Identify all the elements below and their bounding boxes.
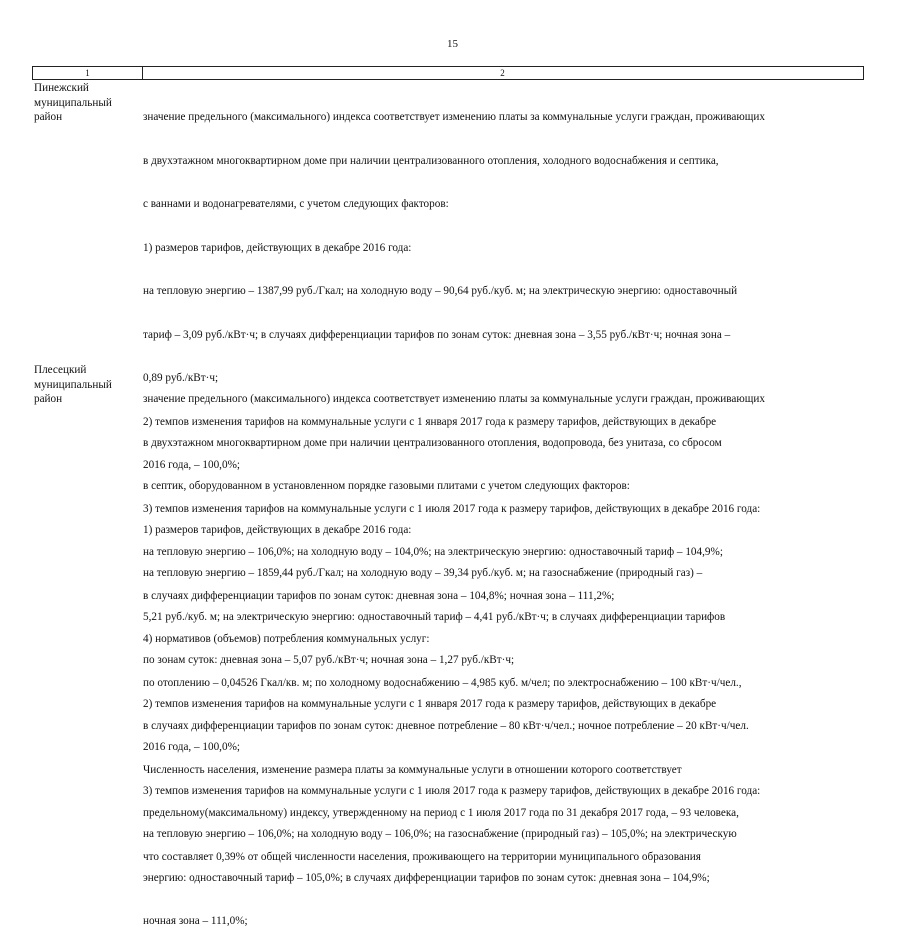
region-line: район [34, 393, 63, 405]
text-line: 3) темпов изменения тарифов на коммунальные услуги с 1 июля 2017 года к размеру тарифов, действующих в декабре 2016 года: [143, 502, 761, 515]
text-line: 1) размеров тарифов, действующих в декабре 2016 года: [143, 523, 412, 536]
text-line: на тепловую энергию – 1387,99 руб./Гкал; на холодную воду – 90,64 руб./куб. м; на электрическую энергию: одноставочный [143, 285, 738, 297]
column-header-2: 2 [142, 67, 864, 79]
text-line: значение предельного (максимального) индекса соответствует изменению платы за коммунальные услуги граждан, проживающих [143, 393, 765, 405]
text-line: в септик, оборудованном в установленном порядке газовыми плитами с учетом следующих факторов: [143, 480, 630, 492]
text-line: 2) темпов изменения тарифов на коммунальные услуги с 1 января 2017 года к размеру тарифов, действующих в декабре [143, 415, 717, 428]
text-line: по отоплению – 0,04526 Гкал/кв. м; по холодному водоснабжению – 4,985 куб. м/чел; по электроснабжению – 100 кВт·ч/чел., [143, 676, 742, 689]
region-line: муниципальный [34, 378, 112, 391]
text-line: на тепловую энергию – 106,0%; на холодную воду – 106,0%; на газоснабжение (природный газ) – 105,0%; на электрическую [143, 828, 737, 840]
region-line: Пинежский [34, 82, 89, 94]
text-line: 5,21 руб./куб. м; на электрическую энергию: одноставочный тариф – 4,41 руб./кВт·ч; в случаях дифференциации тарифов [143, 610, 726, 623]
text-line: 2) темпов изменения тарифов на коммунальные услуги с 1 января 2017 года к размеру тарифов, действующих в декабре [143, 697, 717, 710]
text-line: 3) темпов изменения тарифов на коммунальные услуги с 1 июля 2017 года к размеру тарифов, действующих в декабре 2016 года: [143, 784, 761, 797]
text-line: Численность населения, изменение размера платы за коммунальные услуги в отношении которого соответствует [143, 763, 682, 776]
text-line: 2016 года, – 100,0%; [143, 459, 240, 471]
text-line: на тепловую энергию – 1859,44 руб./Гкал; на холодную воду – 39,34 руб./куб. м; на газоснабжение (природный газ) – [143, 567, 703, 579]
text-line: 4) нормативов (объемов) потребления коммунальных услуг: [143, 633, 430, 645]
text-line: ночная зона – 111,0%; [143, 915, 248, 927]
region-line: район [34, 111, 63, 123]
text-line: энергию: одноставочный тариф – 105,0%; в случаях дифференциации тарифов по зонам суток: дневная зона – 104,9%; [143, 871, 710, 884]
text-line: 1) размеров тарифов, действующих в декабре 2016 года: [143, 241, 412, 254]
region-name-pinezhsky [34, 81, 138, 125]
text-line: с ваннами и водонагревателями, с учетом следующих факторов: [143, 198, 449, 210]
text-line: тариф – 3,09 руб./кВт·ч; в случаях дифференциации тарифов по зонам суток: дневная зона – 3,55 руб./кВт·ч; ночная зона – [143, 328, 731, 341]
text-line: на тепловую энергию – 106,0%; на холодную воду – 104,0%; на электрическую энергию: одноставочный тариф – 104,9%; [143, 546, 723, 558]
text-line: по зонам суток: дневная зона – 5,07 руб./кВт·ч; ночная зона – 1,27 руб./кВт·ч; [143, 654, 515, 666]
section-text-plesetsky [143, 363, 883, 943]
text-line: предельному(максимальному) индексу, утвержденному на период с 1 июля 2017 года по 31 декабря 2017 года, – 93 человека, [143, 807, 739, 819]
text-line: в случаях дифференциации тарифов по зонам суток: дневная зона – 104,8%; ночная зона – 111,2%; [143, 589, 615, 602]
region-line: муниципальный [34, 96, 112, 109]
text-line: 2016 года, – 100,0%; [143, 741, 240, 753]
text-line: в случаях дифференциации тарифов по зонам суток: дневное потребление – 80 кВт·ч/чел.; ночное потребление – 20 кВт·ч/чел. [143, 720, 749, 732]
text-line: 0,89 руб./кВт·ч; [143, 372, 219, 384]
region-name-plesetsky [34, 363, 138, 407]
region-line: Плесецкий [34, 364, 87, 376]
text-line: что составляет 0,39% от общей численности населения, проживающего на территории муниципального образования [143, 850, 701, 863]
page-number: 15 [447, 38, 458, 50]
column-header-1: 1 [32, 67, 143, 79]
text-line: в двухэтажном многоквартирном доме при наличии централизованного отопления, холодного водоснабжения и септика, [143, 154, 719, 167]
table-header-row [32, 66, 864, 80]
text-line: в двухэтажном многоквартирном доме при наличии централизованного отопления, водопровода, без унитаза, со сбросом [143, 436, 722, 449]
text-line: значение предельного (максимального) индекса соответствует изменению платы за коммунальные услуги граждан, проживающих [143, 111, 765, 123]
